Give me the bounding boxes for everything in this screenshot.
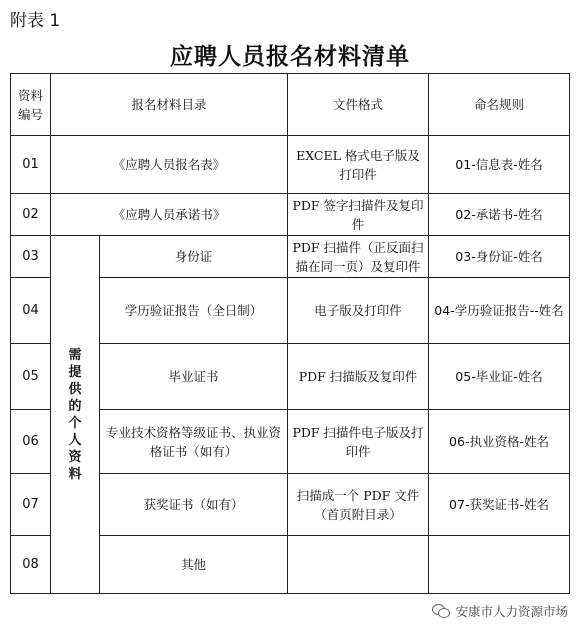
group-label: 需提供的个人资料 bbox=[68, 347, 82, 482]
row-material: 《应聘人员报名表》 bbox=[51, 136, 288, 194]
row-format: 扫描成一个 PDF 文件（首页附目录） bbox=[288, 474, 429, 536]
row-no: 08 bbox=[11, 536, 51, 594]
header-naming: 命名规则 bbox=[429, 74, 570, 136]
row-naming bbox=[429, 536, 570, 594]
row-format: PDF 签字扫描件及复印件 bbox=[288, 194, 429, 236]
row-no: 03 bbox=[11, 236, 51, 278]
row-naming: 03-身份证-姓名 bbox=[429, 236, 570, 278]
table-row bbox=[11, 136, 570, 194]
row-material: 专业技术资格等级证书、执业资格证书（如有） bbox=[100, 410, 288, 474]
row-naming: 07-获奖证书-姓名 bbox=[429, 474, 570, 536]
row-no: 01 bbox=[11, 136, 51, 194]
row-format: EXCEL 格式电子版及打印件 bbox=[288, 136, 429, 194]
row-format: PDF 扫描版及复印件 bbox=[288, 344, 429, 410]
row-format: PDF 扫描件电子版及打印件 bbox=[288, 410, 429, 474]
row-material: 其他 bbox=[100, 536, 288, 594]
personal-documents-group-cell bbox=[51, 236, 100, 594]
row-naming: 02-承诺书-姓名 bbox=[429, 194, 570, 236]
header-format: 文件格式 bbox=[288, 74, 429, 136]
row-naming: 05-毕业证-姓名 bbox=[429, 344, 570, 410]
row-naming: 01-信息表-姓名 bbox=[429, 136, 570, 194]
row-no: 02 bbox=[11, 194, 51, 236]
document-title: 应聘人员报名材料清单 bbox=[170, 43, 410, 70]
materials-checklist-table bbox=[10, 73, 570, 594]
row-no: 04 bbox=[11, 278, 51, 344]
row-naming: 04-学历验证报告--姓名 bbox=[429, 278, 570, 344]
row-no: 05 bbox=[11, 344, 51, 410]
annex-label: 附表 1 bbox=[10, 11, 61, 31]
table-row bbox=[11, 194, 570, 236]
row-material: 毕业证书 bbox=[100, 344, 288, 410]
row-format: PDF 扫描件（正反面扫描在同一页）及复印件 bbox=[288, 236, 429, 278]
row-naming: 06-执业资格-姓名 bbox=[429, 410, 570, 474]
header-material: 报名材料目录 bbox=[51, 74, 288, 136]
header-no: 资料编号 bbox=[11, 74, 51, 136]
watermark-text: 安康市人力资源市场 bbox=[455, 604, 568, 619]
row-format bbox=[288, 536, 429, 594]
row-material: 《应聘人员承诺书》 bbox=[51, 194, 288, 236]
table-header-row bbox=[11, 74, 570, 136]
wechat-icon bbox=[432, 604, 450, 618]
row-material: 获奖证书（如有） bbox=[100, 474, 288, 536]
table-row bbox=[11, 236, 570, 278]
watermark bbox=[432, 602, 568, 620]
row-material: 身份证 bbox=[100, 236, 288, 278]
row-no: 06 bbox=[11, 410, 51, 474]
row-no: 07 bbox=[11, 474, 51, 536]
row-material: 学历验证报告（全日制） bbox=[100, 278, 288, 344]
row-format: 电子版及打印件 bbox=[288, 278, 429, 344]
